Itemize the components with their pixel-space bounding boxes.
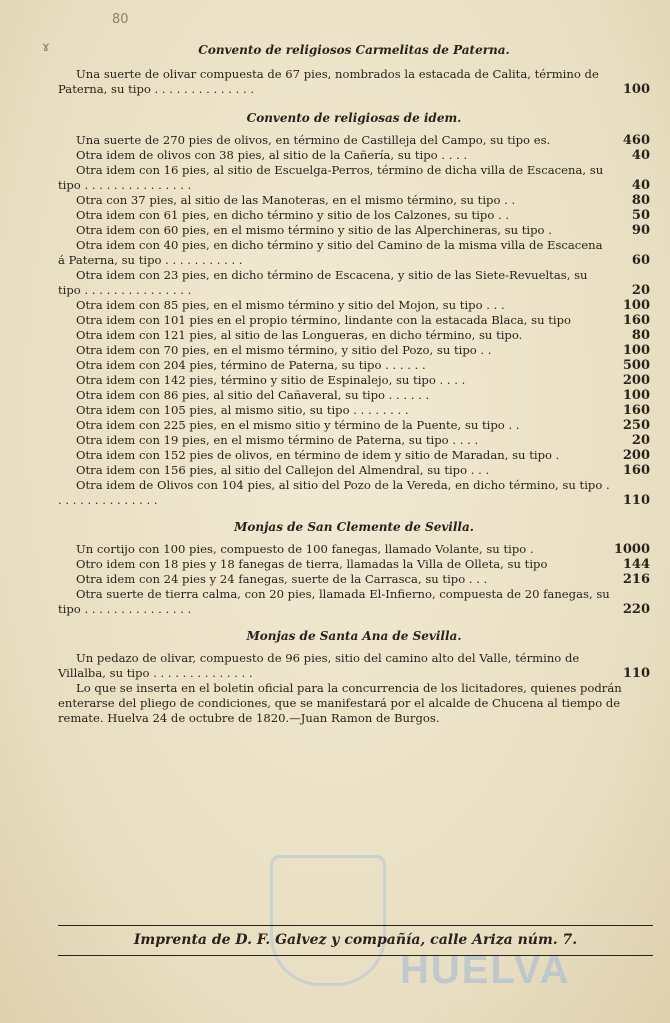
- list-item: [58, 133, 650, 148]
- entry-price: 144: [622, 557, 650, 572]
- imprint-footer: Imprenta de D. F. Galvez y compañía, calle Ariza núm. 7.: [133, 932, 578, 948]
- document-body: [58, 40, 650, 726]
- list-item: [58, 223, 650, 238]
- list-item: [58, 572, 650, 587]
- entry-price: 100: [622, 343, 650, 358]
- entry-text: Otra idem con 19 pies, en el mismo término de Paterna, su tipo . . . .: [76, 433, 479, 447]
- entry-price: 50: [631, 208, 650, 223]
- list-item: [58, 148, 650, 163]
- section-heading: Monjas de San Clemente de Sevilla.: [234, 520, 474, 534]
- entry-text: Otra idem con 24 pies y 24 fanegas, suerte de la Carrasca, su tipo . . .: [76, 572, 488, 586]
- list-item: [58, 328, 650, 343]
- list-item: [58, 298, 650, 313]
- list-item: [58, 208, 650, 223]
- entry-price: 160: [622, 463, 650, 478]
- entry-text: Otro idem con 18 pies y 18 fanegas de tierra, llamadas la Villa de Olleta, su tipo: [76, 557, 548, 571]
- entry-price: 160: [622, 403, 650, 418]
- list-item: [58, 478, 650, 508]
- entry-text: Otra idem con 23 pies, en dicho término de Escacena, y sitio de las Siete-Revueltas, su tipo . . . . . . . . . . . . . . .: [58, 268, 588, 297]
- section-heading: Convento de religiosos Carmelitas de Paterna.: [198, 43, 510, 57]
- entry-text: Otra idem con 105 pies, al mismo sitio, su tipo . . . . . . . .: [76, 403, 409, 417]
- watermark-seal: [270, 855, 386, 986]
- closing-text: Lo que se inserta en el boletin oficial para la concurrencia de los licitadores, quienes podrán enterarse del pliego de condiciones, que se manifestará por el alcalde de Chucena al tiempo de remate. Huelva 24 de octubre de 1820.—Juan Ramon de Burgos.: [58, 681, 622, 725]
- entry-price: 460: [622, 133, 650, 148]
- entry-text: Otra con 37 pies, al sitio de las Manoteras, en el mismo término, su tipo . .: [76, 193, 516, 207]
- list-item: [58, 542, 650, 557]
- entry-price: 100: [622, 388, 650, 403]
- entry-price: 20: [631, 433, 650, 448]
- entry-price: 80: [631, 328, 650, 343]
- entry-price: 100: [622, 298, 650, 313]
- list-item: [58, 403, 650, 418]
- entry-text: Otra suerte de tierra calma, con 20 pies, llamada El-Infierno, compuesta de 20 fanegas, su tipo . . . . . . . . . . . . . . .: [58, 587, 610, 616]
- list-item: [58, 313, 650, 328]
- entry-price: 90: [631, 223, 650, 238]
- entry-text: Otra idem con 40 pies, en dicho término y sitio del Camino de la misma villa de Escacena á Paterna, su tipo . . . . . . . . . . .: [58, 238, 603, 267]
- list-item: [58, 238, 650, 268]
- entry-text: Otra idem con 86 pies, al sitio del Cañaveral, su tipo . . . . . .: [76, 388, 430, 402]
- entry-price: 40: [631, 178, 650, 193]
- handwritten-mark: 80: [112, 12, 129, 27]
- watermark-text: HUELVA: [400, 948, 571, 992]
- entry-text: Otra idem de olivos con 38 pies, al sitio de la Cañería, su tipo . . . .: [76, 148, 468, 162]
- entry-text: Otra idem con 152 pies de olivos, en término de idem y sitio de Maradan, su tipo .: [76, 448, 560, 462]
- entry-text: Otra idem con 70 pies, en el mismo término, y sitio del Pozo, su tipo . .: [76, 343, 492, 357]
- entry-text: Una suerte de 270 pies de olivos, en término de Castilleja del Campo, su tipo es.: [76, 133, 551, 147]
- entry-text: Otra idem con 225 pies, en el mismo sitio y término de la Puente, su tipo . .: [76, 418, 520, 432]
- entry-price: 200: [622, 373, 650, 388]
- list-item: [58, 587, 650, 617]
- entry-price: 110: [622, 493, 650, 508]
- entry-text: Otra idem con 61 pies, en dicho término y sitio de los Calzones, su tipo . .: [76, 208, 510, 222]
- entry-price: 216: [622, 572, 650, 587]
- divider-bottom: [58, 955, 653, 956]
- list-item: [58, 163, 650, 193]
- list-item: [58, 193, 650, 208]
- list-item: [58, 67, 650, 97]
- list-item: [58, 463, 650, 478]
- entry-text: Otra idem de Olivos con 104 pies, al sitio del Pozo de la Vereda, en dicho término, su tipo . . . . . . . . . . . . . . .: [58, 478, 610, 507]
- entry-text: Otra idem con 85 pies, en el mismo término y sitio del Mojon, su tipo . . .: [76, 298, 505, 312]
- entry-price: 110: [622, 666, 650, 681]
- entry-text: Un cortijo con 100 pies, compuesto de 100 fanegas, llamado Volante, su tipo .: [76, 542, 534, 556]
- divider-top: [58, 925, 653, 926]
- entry-price: 100: [622, 82, 650, 97]
- list-item: [58, 388, 650, 403]
- closing-paragraph: [58, 681, 650, 726]
- entry-text: Una suerte de olivar compuesta de 67 pies, nombrados la estacada de Calita, término de Paterna, su tipo . . . . . . . . . . . . . .: [58, 67, 599, 96]
- list-item: [58, 651, 650, 681]
- list-item: [58, 358, 650, 373]
- entry-price: 20: [631, 283, 650, 298]
- entry-text: Otra idem con 16 pies, al sitio de Escuelga-Perros, término de dicha villa de Escacena, su tipo . . . . . . . . . . . . . . .: [58, 163, 604, 192]
- list-item: [58, 557, 650, 572]
- list-item: [58, 373, 650, 388]
- entry-price: 250: [622, 418, 650, 433]
- entry-text: Otra idem con 121 pies, al sitio de las Longueras, en dicho término, su tipo.: [76, 328, 523, 342]
- list-item: [58, 448, 650, 463]
- handwritten-mark: ɤ: [42, 40, 50, 55]
- entry-price: 160: [622, 313, 650, 328]
- list-item: [58, 343, 650, 358]
- entry-text: Un pedazo de olivar, compuesto de 96 pies, sitio del camino alto del Valle, término de Villalba, su tipo . . . . . . . . . . . . . .: [58, 651, 580, 680]
- entry-text: Otra idem con 142 pies, término y sitio de Espinalejo, su tipo . . . .: [76, 373, 466, 387]
- entry-price: 500: [622, 358, 650, 373]
- entry-text: Otra idem con 60 pies, en el mismo término y sitio de las Alperchineras, su tipo .: [76, 223, 552, 237]
- section-heading: Convento de religiosas de idem.: [246, 111, 462, 125]
- entry-price: 200: [622, 448, 650, 463]
- entry-price: 80: [631, 193, 650, 208]
- list-item: [58, 433, 650, 448]
- entry-text: Otra idem con 156 pies, al sitio del Callejon del Almendral, su tipo . . .: [76, 463, 490, 477]
- entry-price: 40: [631, 148, 650, 163]
- list-item: [58, 268, 650, 298]
- entry-price: 220: [622, 602, 650, 617]
- entry-text: Otra idem con 204 pies, término de Paterna, su tipo . . . . . .: [76, 358, 426, 372]
- section-heading: Monjas de Santa Ana de Sevilla.: [246, 629, 462, 643]
- entry-text: Otra idem con 101 pies en el propio término, lindante con la estacada Blaca, su tipo: [76, 313, 572, 327]
- entry-price: 1000: [613, 542, 650, 557]
- list-item: [58, 418, 650, 433]
- entry-price: 60: [631, 253, 650, 268]
